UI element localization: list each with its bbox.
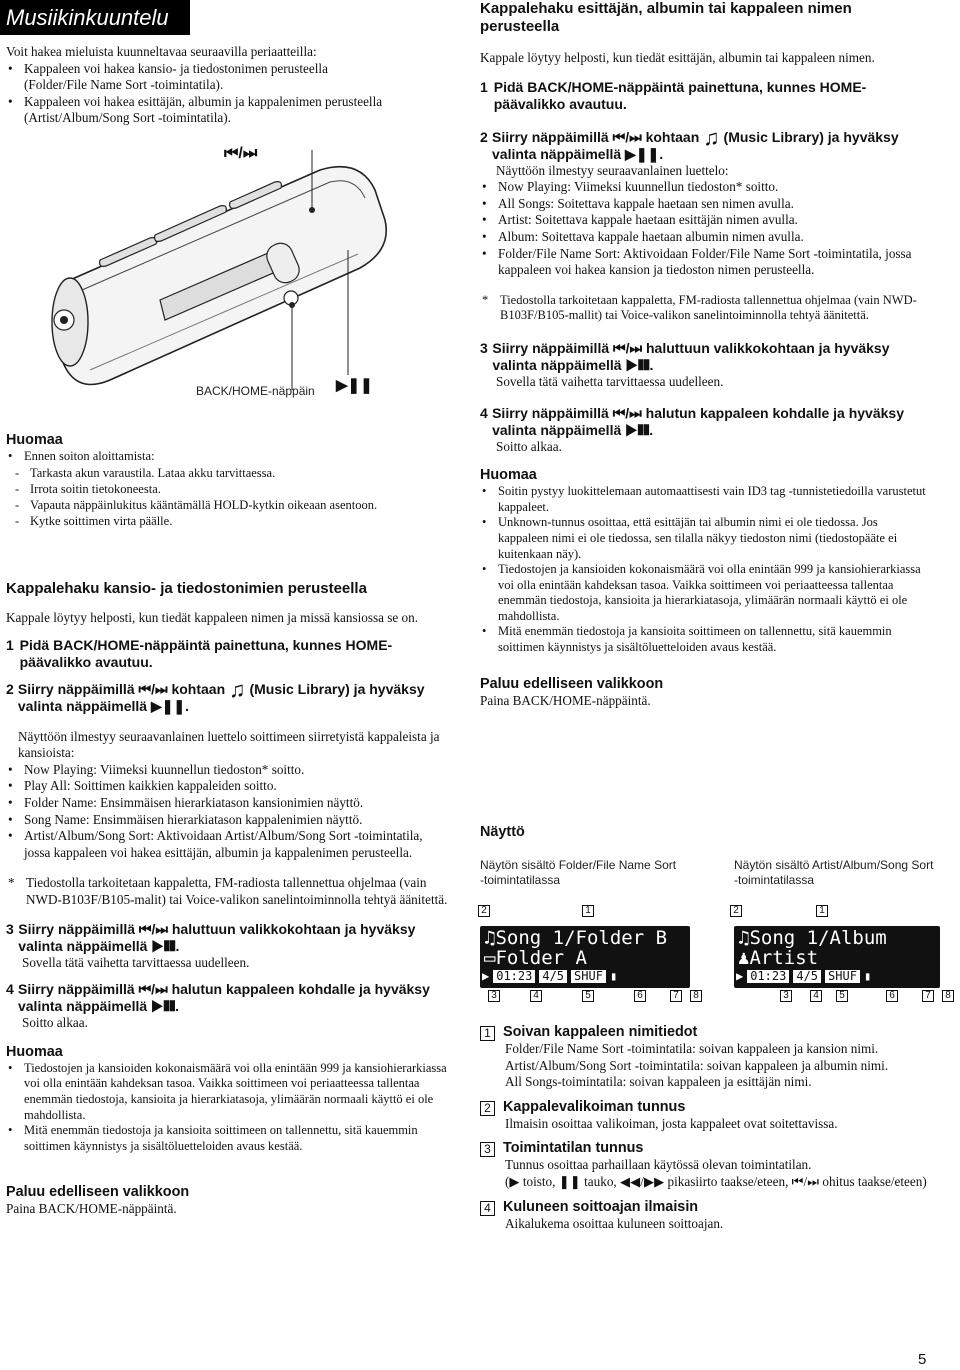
legend-title: Toimintatilan tunnus: [503, 1140, 644, 1157]
note-title: Huomaa: [6, 1043, 63, 1060]
legend-line: Folder/File Name Sort -toimintatila: soivan kappaleen ja kansion nimi.: [505, 1041, 879, 1056]
list-lead: Näyttöön ilmestyy seuraavanlainen luettelo:: [496, 162, 729, 178]
list-item: • Folder Name: Ensimmäisen hierarkiatason kansionimien näyttö.: [6, 795, 450, 812]
note-dash: - Tarkasta akun varaustila. Lataa akku tarvittaessa.: [6, 465, 446, 481]
intro-bullet: • Kappaleen voi hakea kansio- ja tiedostonimen perusteella (Folder/File Name Sort -toimintatila).: [6, 61, 386, 94]
step-number: 4: [480, 404, 488, 421]
legend-item: [480, 1024, 930, 1091]
list-item: • Album: Soitettava kappale haetaan albumin nimen avulla.: [480, 229, 928, 246]
prev-next-label: ⏮/⏭: [224, 145, 258, 162]
legend-line: Aikalukema osoittaa kuluneen soittoajan.: [505, 1215, 724, 1231]
player-illustration: [30, 140, 430, 400]
intro: [6, 44, 386, 127]
legend-line: All Songs-toimintatila: soivan kappaleen ja esittäjän nimi.: [505, 1074, 812, 1090]
list-item: • Now Playing: Viimeksi kuunnellun tiedoston* soitto.: [480, 179, 928, 196]
display-b-caption: Näytön sisältö Artist/Album/Song Sort -toimintatilassa: [734, 858, 934, 887]
lcd-time: 01:23: [493, 970, 535, 983]
step-2: [6, 676, 450, 715]
step-text: Siirry näppäimillä ⏮/⏭ kohtaan: [492, 128, 700, 145]
step-text: Siirry näppäimillä ⏮/⏭ halutun kappaleen kohdalle ja hyväksy valinta näppäimellä ▶❚❚.: [492, 404, 904, 438]
legend-title: Kuluneen soittoajan ilmaisin: [503, 1198, 699, 1215]
step-sub: Sovella tätä vaihetta tarvittaessa uudelleen.: [496, 373, 724, 389]
legend-title: Kappalevalikoiman tunnus: [503, 1098, 686, 1115]
lcd-row-artist: ♟Artist: [738, 948, 819, 968]
step-number: 2: [480, 128, 488, 145]
battery-icon: ▮: [609, 969, 618, 983]
legend-number: 2: [480, 1101, 495, 1116]
legend-line: Tunnus osoittaa parhaillaan käytössä olevan toimintatilan.: [505, 1157, 812, 1173]
step-4: [480, 405, 928, 439]
legend-line: Artist/Album/Song Sort -toimintatila: soivan kappaleen ja albumin nimi.: [505, 1057, 889, 1073]
step-number: 3: [6, 920, 14, 937]
note-item: • Tiedostojen ja kansioiden kokonaismäärä voi olla enintään 999 ja kansiohierarkiassa voi olla enintään kahdeksan tasoa. Vaikka soittimeen voi periaatteessa tallentaa enemmän tiedostoja, kansioita ja hierarkiatasoja, ylimäärän normaali käyttö ei ole mahdollista.: [6, 1061, 450, 1123]
note-title: Huomaa: [6, 432, 63, 448]
battery-icon: ▮: [863, 969, 872, 983]
step-number: 2: [6, 680, 14, 697]
callout-number: 2: [478, 905, 490, 917]
play-pause-label: ▶❚❚: [336, 377, 373, 394]
note-dash: - Irrota soitin tietokoneesta.: [6, 481, 446, 497]
list-lead: Näyttöön ilmestyy seuraavanlainen luettelo soittimeen siirretyistä kappaleista ja kansioista:: [18, 728, 440, 761]
legend-item: [480, 1199, 930, 1233]
step-number: 3: [480, 339, 488, 356]
step-text: (Music Library) ja hyväksy valinta näppäimellä ▶❚❚.: [17, 680, 425, 714]
lcd-row-folder: ▭Folder A: [484, 948, 587, 968]
step-3: [6, 921, 450, 955]
display-a-caption: Näytön sisältö Folder/File Name Sort -toimintatilassa: [480, 858, 677, 887]
display-b-top-callouts: [730, 905, 940, 923]
back-text: Paina BACK/HOME-näppäintä.: [6, 1201, 177, 1217]
lcd-status-row: [480, 968, 690, 984]
lcd-row-title: ♫Song 1/Album: [738, 928, 887, 948]
section-lead: Kappale löytyy helposti, kun tiedät kappaleen nimen ja missä kansiossa se on.: [6, 610, 419, 625]
step-text: Pidä BACK/HOME-näppäintä painettuna, kunnes HOME-päävalikko avautuu.: [493, 78, 867, 112]
note-before-play: [6, 432, 446, 529]
legend-item: [480, 1099, 930, 1133]
note-item: • Soitin pystyy luokittelemaan automaattisesti vain ID3 tag -tunnistetiedoilla varustetut kappaleet.: [480, 484, 928, 515]
legend-number: 3: [480, 1142, 495, 1157]
page-title: Musiikinkuuntelu: [0, 0, 190, 35]
callout-number: 5: [836, 990, 848, 1002]
folder-search-section: [6, 580, 450, 1218]
callout-number: 8: [690, 990, 702, 1002]
note-item: • Unknown-tunnus osoittaa, että esittäjän tai albumin nimi ei ole tiedossa. Jos kappaleen nimi ei ole tiedossa, sen tilalla näkyy tiedoston nimi (tiedostopääte ei kuitenkaan näy).: [480, 515, 928, 562]
back-title: Paluu edelliseen valikkoon: [6, 1184, 190, 1201]
note-dash: - Vapauta näppäinlukitus kääntämällä HOLD-kytkin oikeaan asentoon.: [6, 497, 446, 513]
step-1: [6, 637, 450, 671]
step-sub: Sovella tätä vaihetta tarvittaessa uudelleen.: [22, 954, 250, 970]
step-4: [6, 981, 450, 1015]
callout-number: 3: [488, 990, 500, 1002]
callout-number: 1: [816, 905, 828, 917]
note-item: • Mitä enemmän tiedostoja ja kansioita soittimeen on tallennettu, sitä kauemmin soittimen käynnistys ja sisältöluetteloiden avaus kestää.: [6, 1123, 450, 1154]
step-number: 1: [6, 636, 14, 653]
legend-number: 4: [480, 1201, 495, 1216]
legend-title: Soivan kappaleen nimitiedot: [503, 1024, 698, 1040]
lcd-time: 01:23: [747, 970, 789, 983]
step-number: 4: [6, 981, 14, 998]
callout-number: 8: [942, 990, 954, 1002]
legend-line: Ilmaisin osoittaa valikoiman, josta kappaleet ovat soitettavissa.: [505, 1115, 838, 1131]
callout-number: 3: [780, 990, 792, 1002]
back-text: Paina BACK/HOME-näppäintä.: [480, 692, 651, 708]
legend-item: [480, 1140, 930, 1190]
step-text: Siirry näppäimillä ⏮/⏭ halutun kappaleen kohdalle ja hyväksy valinta näppäimellä ▶❚❚.: [17, 981, 430, 1015]
step-text: (Music Library) ja hyväksy valinta näppäimellä ▶❚❚.: [492, 128, 899, 162]
callout-number: 5: [582, 990, 594, 1002]
list-item: • Song Name: Ensimmäisen hierarkiatason kappalenimien näyttö.: [6, 812, 450, 829]
callout-number: 7: [670, 990, 682, 1002]
artist-search-section: [480, 0, 928, 709]
callout-number: 4: [810, 990, 822, 1002]
step-number: 1: [480, 78, 488, 95]
lcd-row-title: ♫Song 1/Folder B: [484, 928, 668, 948]
display-title: Näyttö: [480, 824, 525, 840]
step-1: [480, 79, 928, 113]
list-item: • Folder/File Name Sort: Aktivoidaan Folder/File Name Sort -toimintatila, jossa kappaleen voi hakea kansion ja tiedoston nimen perusteella.: [480, 246, 928, 279]
intro-bullet: • Kappaleen voi hakea esittäjän, albumin ja kappalenimen perusteella (Artist/Album/Song Sort -toimintatila).: [6, 94, 386, 127]
music-library-icon: ♫: [229, 676, 246, 702]
display-b-lcd: [734, 926, 940, 988]
callout-number: 6: [886, 990, 898, 1002]
list-item: • All Songs: Soitettava kappale haetaan sen nimen avulla.: [480, 196, 928, 213]
callout-number: 6: [634, 990, 646, 1002]
page-number: 5: [918, 1351, 927, 1368]
callout-number: 4: [530, 990, 542, 1002]
back-home-label: BACK/HOME-näppäin: [196, 384, 315, 398]
list-item: • Play All: Soittimen kaikkien kappaleiden soitto.: [6, 778, 450, 795]
legend-line: (▶ toisto, ❚❚ tauko, ◀◀/▶▶ pikasiirto taakse/eteen, ⏮/⏭ ohitus taakse/eteen): [505, 1173, 927, 1189]
step-3: [480, 340, 928, 374]
step-text: Siirry näppäimillä ⏮/⏭ haluttuun valikkokohtaan ja hyväksy valinta näppäimellä ▶❚❚.: [18, 920, 416, 954]
lcd-shuffle: SHUF: [571, 970, 606, 983]
section-lead: Kappale löytyy helposti, kun tiedät esittäjän, albumin tai kappaleen nimen.: [480, 50, 875, 65]
lcd-track: 4/5: [539, 970, 567, 983]
list-item: • Now Playing: Viimeksi kuunnellun tiedoston* soitto.: [6, 762, 450, 779]
lcd-shuffle: SHUF: [825, 970, 860, 983]
callout-number: 2: [730, 905, 742, 917]
music-library-icon: ♫: [703, 124, 720, 150]
display-a-lcd: [480, 926, 690, 988]
step-sub: Soitto alkaa.: [22, 1015, 88, 1031]
footnote: * Tiedostolla tarkoitetaan kappaletta, FM-radiosta tallennettua ohjelmaa (vain NWD-B103F/B105-malit) tai Voice-valikon sanelintoiminnolla tehtyä äänitettä.: [6, 875, 450, 908]
note-bullet: • Ennen soiton aloittamista:: [6, 449, 446, 465]
note-dash: - Kytke soittimen virta päälle.: [6, 513, 446, 529]
display-a-bottom-callouts: [478, 990, 704, 1006]
footnote: * Tiedostolla tarkoitetaan kappaletta, FM-radiosta tallennettua ohjelmaa (vain NWD-B103F/B105-mallit) tai Voice-valikon sanelintoiminnolla tehtyä äänitettä.: [480, 293, 928, 324]
note-item: • Mitä enemmän tiedostoja ja kansioita soittimeen on tallennettu, sitä kauemmin soittimen käynnistys ja sisältöluetteloiden avaus kestää.: [480, 624, 928, 655]
step-text: Siirry näppäimillä ⏮/⏭ haluttuun valikkokohtaan ja hyväksy valinta näppäimellä ▶❚❚.: [492, 339, 890, 373]
section-title: Kappalehaku esittäjän, albumin tai kappaleen nimen perusteella: [480, 0, 852, 35]
play-mode-icon: ▶: [482, 969, 490, 983]
note-title: Huomaa: [480, 467, 537, 484]
intro-lead: Voit hakea mieluista kuunneltavaa seuraavilla periaatteilla:: [6, 44, 317, 59]
lcd-track: 4/5: [793, 970, 821, 983]
back-title: Paluu edelliseen valikkoon: [480, 675, 664, 692]
step-text: Siirry näppäimillä ⏮/⏭ kohtaan: [17, 680, 226, 697]
legend-number: 1: [480, 1026, 495, 1041]
display-legend: [480, 1024, 930, 1232]
callout-number: 1: [582, 905, 594, 917]
section-title: Kappalehaku kansio- ja tiedostonimien perusteella: [6, 580, 367, 597]
list-item: • Artist: Soitettava kappale haetaan esittäjän nimen avulla.: [480, 212, 928, 229]
callout-number: 7: [922, 990, 934, 1002]
step-text: Pidä BACK/HOME-näppäintä painettuna, kunnes HOME-päävalikko avautuu.: [19, 636, 393, 670]
step-2: [480, 124, 928, 163]
display-a-top-callouts: [478, 905, 688, 923]
step-sub: Soitto alkaa.: [496, 438, 562, 454]
lcd-status-row: [734, 968, 940, 984]
play-mode-icon: ▶: [736, 969, 744, 983]
note-item: • Tiedostojen ja kansioiden kokonaismäärä voi olla enintään 999 ja kansiohierarkiassa voi olla enintään kahdeksan tasoa. Vaikka soittimeen voi periaatteessa tallentaa enemmän tiedostoja, kansioita ja hierarkiatasoja, ylimäärän normaali käyttö ei ole mahdollista.: [480, 562, 928, 624]
display-b-bottom-callouts: [732, 990, 958, 1006]
list-item: • Artist/Album/Song Sort: Aktivoidaan Artist/Album/Song Sort -toimintatila, jossa kappaleen voi hakea esittäjän, albumin ja kappalenimen perusteella.: [6, 828, 450, 861]
